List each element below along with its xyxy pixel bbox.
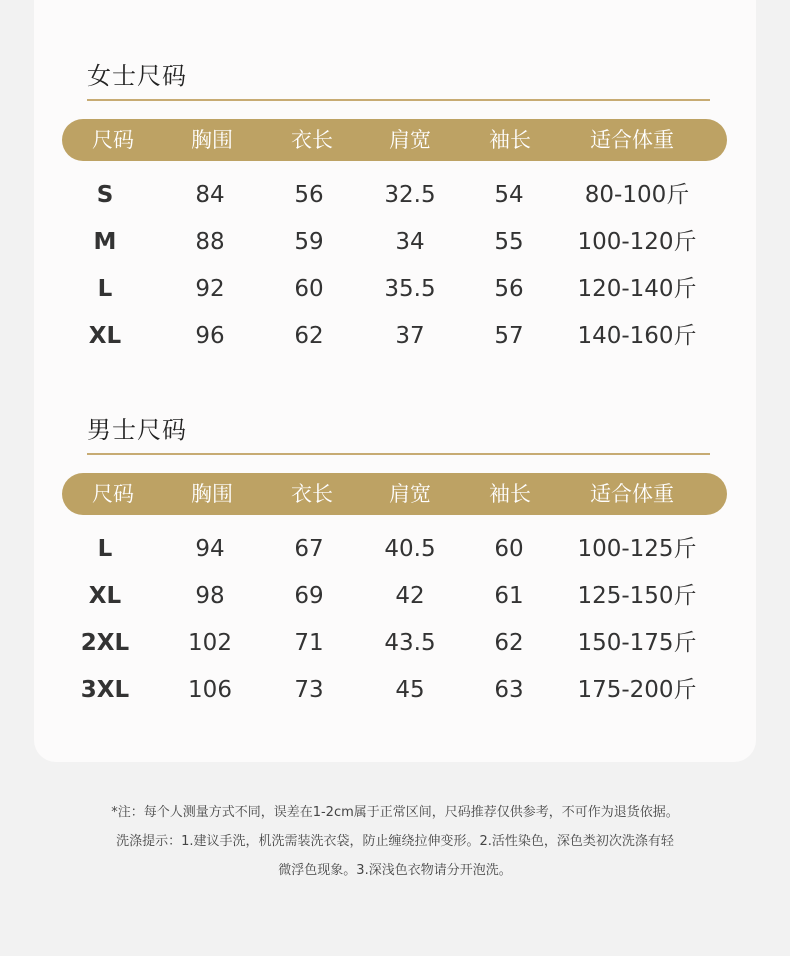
- header-shoulder: 肩宽: [389, 128, 431, 152]
- care-notes: [0, 798, 790, 885]
- weight-cell: 125-150斤: [577, 583, 697, 609]
- sleeve-cell: 56: [494, 276, 524, 302]
- shoulder-cell: 34: [395, 229, 425, 255]
- sleeve-cell: 54: [494, 182, 524, 208]
- header-chest: 胸围: [191, 128, 233, 152]
- header-length: 衣长: [291, 128, 333, 152]
- women-title-divider: [87, 99, 710, 101]
- women-table-row: [0, 316, 790, 356]
- men-table-row: [0, 576, 790, 616]
- women-section-title: 女士尺码: [87, 62, 187, 90]
- chest-cell: 106: [188, 677, 232, 703]
- women-table-row: [0, 269, 790, 309]
- chest-cell: 84: [195, 182, 225, 208]
- sleeve-cell: 57: [494, 323, 524, 349]
- header-size: 尺码: [92, 128, 134, 152]
- chest-cell: 92: [195, 276, 225, 302]
- chest-cell: 94: [195, 536, 225, 562]
- header-sleeve: 袖长: [489, 482, 531, 506]
- length-cell: 59: [294, 229, 324, 255]
- sleeve-cell: 62: [494, 630, 524, 656]
- weight-cell: 100-125斤: [577, 536, 697, 562]
- header-sleeve: 袖长: [489, 128, 531, 152]
- men-table-row: [0, 670, 790, 710]
- men-section-title: 男士尺码: [87, 416, 187, 444]
- length-cell: 73: [294, 677, 324, 703]
- size-cell: XL: [88, 583, 122, 609]
- length-cell: 62: [294, 323, 324, 349]
- header-shoulder: 肩宽: [389, 482, 431, 506]
- men-table-header: [62, 473, 727, 515]
- washing-note-line-1: 洗涤提示：1.建议手洗，机洗需装洗衣袋，防止缠绕拉伸变形。2.活性染色，深色类初次洗涤有轻: [116, 834, 674, 849]
- shoulder-cell: 45: [395, 677, 425, 703]
- size-cell: M: [93, 229, 117, 255]
- chest-cell: 96: [195, 323, 225, 349]
- weight-cell: 150-175斤: [577, 630, 697, 656]
- washing-note-line-2: 微浮色现象。3.深浅色衣物请分开泡洗。: [278, 863, 512, 878]
- shoulder-cell: 43.5: [384, 630, 436, 656]
- length-cell: 56: [294, 182, 324, 208]
- chest-cell: 102: [188, 630, 232, 656]
- weight-cell: 120-140斤: [577, 276, 697, 302]
- shoulder-cell: 37: [395, 323, 425, 349]
- header-size: 尺码: [92, 482, 134, 506]
- length-cell: 69: [294, 583, 324, 609]
- men-table-row: [0, 623, 790, 663]
- chest-cell: 88: [195, 229, 225, 255]
- shoulder-cell: 40.5: [384, 536, 436, 562]
- sleeve-cell: 60: [494, 536, 524, 562]
- length-cell: 60: [294, 276, 324, 302]
- size-cell: S: [96, 182, 114, 208]
- chest-cell: 98: [195, 583, 225, 609]
- size-cell: L: [97, 276, 113, 302]
- men-title-divider: [87, 453, 710, 455]
- length-cell: 67: [294, 536, 324, 562]
- weight-cell: 80-100斤: [584, 182, 690, 208]
- measurement-note: *注：每个人测量方式不同，误差在1-2cm属于正常区间，尺码推荐仅供参考，不可作为退货依据。: [111, 805, 679, 820]
- women-table-row: [0, 175, 790, 215]
- size-cell: 2XL: [80, 630, 130, 656]
- length-cell: 71: [294, 630, 324, 656]
- shoulder-cell: 42: [395, 583, 425, 609]
- sleeve-cell: 55: [494, 229, 524, 255]
- weight-cell: 175-200斤: [577, 677, 697, 703]
- men-table-row: [0, 529, 790, 569]
- header-chest: 胸围: [191, 482, 233, 506]
- size-cell: L: [97, 536, 113, 562]
- size-cell: XL: [88, 323, 122, 349]
- header-length: 衣长: [291, 482, 333, 506]
- sleeve-cell: 61: [494, 583, 524, 609]
- women-table-header: [62, 119, 727, 161]
- weight-cell: 140-160斤: [577, 323, 697, 349]
- sleeve-cell: 63: [494, 677, 524, 703]
- women-table-row: [0, 222, 790, 262]
- size-cell: 3XL: [80, 677, 130, 703]
- header-weight: 适合体重: [590, 482, 674, 506]
- weight-cell: 100-120斤: [577, 229, 697, 255]
- shoulder-cell: 32.5: [384, 182, 436, 208]
- header-weight: 适合体重: [590, 128, 674, 152]
- shoulder-cell: 35.5: [384, 276, 436, 302]
